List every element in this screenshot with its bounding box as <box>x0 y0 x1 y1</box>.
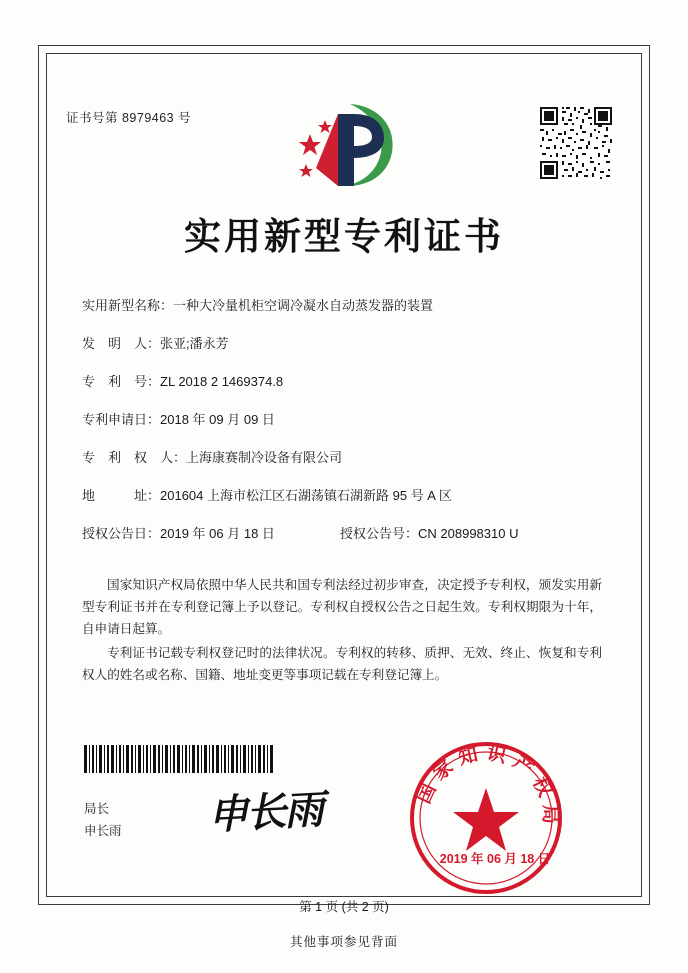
qr-code-icon <box>538 105 614 181</box>
office-label: 局长 <box>84 802 110 816</box>
barcode-icon <box>84 745 274 773</box>
field-row-address <box>82 485 602 523</box>
field-label: 专利申请日： <box>82 412 161 427</box>
certificate-number: 证书号第 8979463 号 <box>66 111 192 125</box>
legal-text <box>82 574 602 688</box>
field-label: 发 明 人： <box>82 336 161 351</box>
field-value: 2019 年 06 月 18 日 <box>160 526 275 541</box>
field-label: 实用新型名称： <box>82 298 174 313</box>
commissioner-name: 申长雨 <box>84 824 122 838</box>
grant-publication-group <box>340 523 518 542</box>
field-value: 2018 年 09 月 09 日 <box>160 412 275 427</box>
svg-text:国家知识产权局: 国家知识产权局 <box>412 741 562 831</box>
field-row-name <box>82 295 602 333</box>
field-row-inventor <box>82 333 602 371</box>
field-value: 张亚;潘永芳 <box>160 336 229 351</box>
grant-date-group <box>82 523 275 542</box>
field-row-application-date <box>82 409 602 447</box>
official-seal <box>406 738 566 898</box>
page-number: 第 1 页 (共 2 页) <box>299 900 389 914</box>
field-label: 地 址： <box>82 488 161 503</box>
handwritten-signature: 申长雨 <box>206 785 324 839</box>
field-value: ZL 2018 2 1469374.8 <box>160 374 284 389</box>
page-title: 实用新型专利证书 <box>184 215 504 258</box>
paragraph-2: 专利证书记载专利权登记时的法律状况。专利权的转移、质押、无效、终止、恢复和专利权人的姓名或名称、国籍、地址变更等事项记载在专利登记簿上。 <box>82 646 602 682</box>
signature-labels <box>84 798 122 842</box>
field-value: 一种大冷量机柜空调冷凝水自动蒸发器的装置 <box>173 298 434 313</box>
field-list <box>82 295 602 561</box>
field-label: 专 利 权 人： <box>82 450 187 465</box>
field-row-patentee <box>82 447 602 485</box>
field-value: 201604 上海市松江区石湖荡镇石湖新路 95 号 A 区 <box>160 488 452 503</box>
paragraph-1: 国家知识产权局依照中华人民共和国专利法经过初步审查，决定授予专利权，颁发实用新型专利证书并在专利登记簿上予以登记。专利权自授权公告之日起生效。专利权期限为十年，自申请日起算。 <box>82 578 602 636</box>
field-label: 专 利 号： <box>82 374 161 389</box>
field-value: 上海康赛制冷设备有限公司 <box>186 450 343 465</box>
seal-date: 2019 年 06 月 18 日 <box>439 852 551 866</box>
field-label: 授权公告号： <box>340 526 419 541</box>
footer-note: 其他事项参见背面 <box>289 935 398 949</box>
cnipa-logo-icon <box>292 98 402 190</box>
field-row-grant <box>82 523 602 561</box>
field-row-patent-number <box>82 371 602 409</box>
field-label: 授权公告日： <box>82 526 161 541</box>
field-value: CN 208998310 U <box>418 526 519 541</box>
